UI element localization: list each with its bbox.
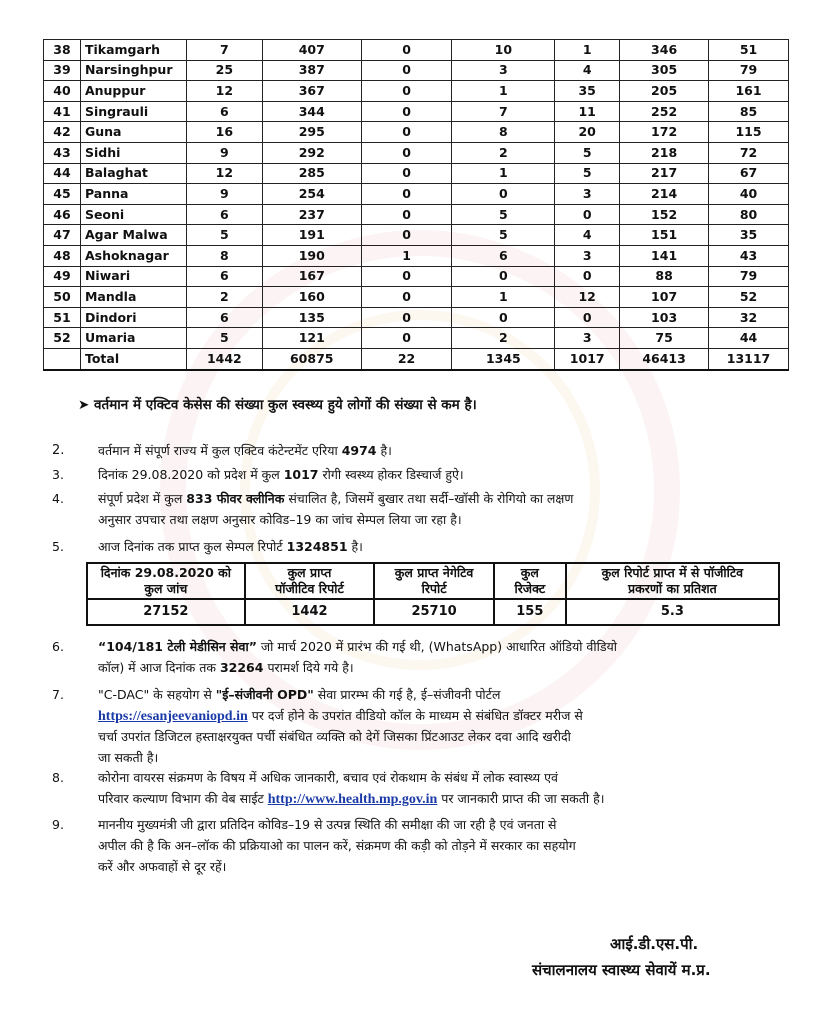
point-9-line-1: माननीय मुख्यमंत्री जी द्वारा प्रतिदिन कोविड–19 से उत्पन्न स्थिति की समीक्षा की जा रही है एवं जनता से xyxy=(98,817,557,832)
value-cell: 214 xyxy=(620,184,709,205)
header-negative-reports: कुल प्राप्त नेगेटिव रिपोर्ट xyxy=(374,563,494,599)
district-name-cell: Sidhi xyxy=(80,142,186,163)
value-cell: 205 xyxy=(620,81,709,102)
district-name-cell: Niwari xyxy=(80,266,186,287)
value-cell: 0 xyxy=(361,142,452,163)
total-value-cell: 46413 xyxy=(620,348,709,370)
value-cell: 5 xyxy=(186,225,262,246)
value-cell: 151 xyxy=(620,225,709,246)
sample-report-table xyxy=(86,562,780,626)
serial-number-cell: 42 xyxy=(44,122,81,143)
value-rejected: 155 xyxy=(494,599,566,625)
value-cell: 0 xyxy=(361,81,452,102)
header-positive-reports: कुल प्राप्त पॉजीटिव रिपोर्ट xyxy=(245,563,375,599)
value-cell: 1 xyxy=(452,81,555,102)
sample-table-value-row xyxy=(87,599,779,625)
serial-number-cell: 47 xyxy=(44,225,81,246)
value-cell: 0 xyxy=(452,307,555,328)
value-cell: 7 xyxy=(452,101,555,122)
district-name-cell: Umaria xyxy=(80,328,186,349)
value-cell: 16 xyxy=(186,122,262,143)
serial-number-cell: 51 xyxy=(44,307,81,328)
district-name-cell: Seoni xyxy=(80,204,186,225)
value-cell: 1 xyxy=(452,287,555,308)
table-row xyxy=(44,60,789,81)
value-cell: 135 xyxy=(262,307,361,328)
value-cell: 115 xyxy=(709,122,789,143)
table-row xyxy=(44,142,789,163)
value-cell: 43 xyxy=(709,245,789,266)
value-cell: 5 xyxy=(555,163,620,184)
point-6-line-1: “104/181 टेली मेडीसिन सेवा” जो मार्च 2020 में प्रारंभ की गई थी, (WhatsApp) आधारित ऑडियो वीडियो xyxy=(98,639,618,654)
point-6-line-2: कॉल) में आज दिनांक तक 32264 परामर्श दिये गये है। xyxy=(98,660,354,675)
value-cell: 79 xyxy=(709,60,789,81)
serial-number-cell: 48 xyxy=(44,245,81,266)
value-cell: 52 xyxy=(709,287,789,308)
serial-number-cell: 50 xyxy=(44,287,81,308)
district-table xyxy=(43,39,789,371)
serial-number-cell: 41 xyxy=(44,101,81,122)
value-cell: 85 xyxy=(709,101,789,122)
signature-line-2: संचालनालय स्वास्थ्य सेवायें म.प्र. xyxy=(532,961,711,979)
signature-line-1: आई.डी.एस.पी. xyxy=(610,935,699,953)
point-8-line-1: कोरोना वायरस संक्रमण के विषय में अधिक जानकारी, बचाव एवं रोकथाम के संबंध में लोक स्वास्थ्य एवं xyxy=(98,770,558,785)
value-cell: 0 xyxy=(361,101,452,122)
point-7-line-1: "C-DAC" के सहयोग से "ई–संजीवनी OPD" सेवा प्रारम्भ की गई है, ई–संजीवनी पोर्टल xyxy=(98,687,501,702)
value-cell: 11 xyxy=(555,101,620,122)
value-cell: 0 xyxy=(361,225,452,246)
district-name-cell: Mandla xyxy=(80,287,186,308)
value-cell: 6 xyxy=(186,266,262,287)
value-cell: 1 xyxy=(361,245,452,266)
value-cell: 141 xyxy=(620,245,709,266)
serial-number-cell: 40 xyxy=(44,81,81,102)
point-7-line-2: https://esanjeevaniopd.in पर दर्ज होने के उपरांत वीडियो कॉल के माध्यम से संबंधित डॉक्टर मरीज से xyxy=(98,708,583,724)
value-total-tests: 27152 xyxy=(87,599,245,625)
value-cell: 160 xyxy=(262,287,361,308)
value-cell: 12 xyxy=(186,163,262,184)
value-cell: 6 xyxy=(452,245,555,266)
point-7-number: 7. xyxy=(52,687,64,702)
serial-number-cell: 49 xyxy=(44,266,81,287)
table-row xyxy=(44,328,789,349)
point-4-line-1: संपूर्ण प्रदेश में कुल 833 फीवर क्लीनिक संचालित है, जिसमें बुखार तथा सर्दी–खॉसी के रोगियो का लक्षण xyxy=(98,491,574,506)
district-name-cell: Tikamgarh xyxy=(80,40,186,61)
value-cell: 5 xyxy=(555,142,620,163)
value-cell: 6 xyxy=(186,204,262,225)
district-name-cell: Balaghat xyxy=(80,163,186,184)
value-cell: 7 xyxy=(186,40,262,61)
header-rejected: कुल रिजेक्ट xyxy=(494,563,566,599)
value-negative-reports: 25710 xyxy=(374,599,494,625)
table-row xyxy=(44,81,789,102)
value-cell: 0 xyxy=(361,184,452,205)
serial-number-cell: 45 xyxy=(44,184,81,205)
value-cell: 6 xyxy=(186,101,262,122)
header-positive-percent: कुल रिपोर्ट प्राप्त में से पॉजीटिव प्रकरणों का प्रतिशत xyxy=(566,563,779,599)
value-cell: 3 xyxy=(555,184,620,205)
point-3-number: 3. xyxy=(52,467,64,482)
value-cell: 107 xyxy=(620,287,709,308)
value-cell: 0 xyxy=(361,122,452,143)
value-cell: 9 xyxy=(186,184,262,205)
value-cell: 0 xyxy=(361,60,452,81)
serial-number-cell: 38 xyxy=(44,40,81,61)
value-cell: 4 xyxy=(555,225,620,246)
value-cell: 0 xyxy=(361,204,452,225)
value-positive-percent: 5.3 xyxy=(566,599,779,625)
value-cell: 12 xyxy=(186,81,262,102)
value-cell: 161 xyxy=(709,81,789,102)
table-row xyxy=(44,122,789,143)
value-cell: 344 xyxy=(262,101,361,122)
value-cell: 67 xyxy=(709,163,789,184)
table-row xyxy=(44,307,789,328)
value-cell: 2 xyxy=(452,328,555,349)
value-cell: 5 xyxy=(186,328,262,349)
value-cell: 79 xyxy=(709,266,789,287)
value-cell: 0 xyxy=(452,266,555,287)
point-9-line-2: अपील की है कि अन–लॉक की प्रक्रियाओ का पालन करें, संक्रमण की कड़ी को तोड़ने में सरकार का सहयोग xyxy=(98,838,576,853)
value-cell: 0 xyxy=(555,307,620,328)
value-cell: 0 xyxy=(555,204,620,225)
point-7-line-3: चर्चा उपरांत डिजिटल हस्ताक्षरयुक्त पर्ची संबंधित व्यक्ति को देगें जिसका प्रिंटआउट लेकर दवा आदि खरीदी xyxy=(98,729,571,744)
value-cell: 152 xyxy=(620,204,709,225)
total-value-cell: 1442 xyxy=(186,348,262,370)
value-cell: 0 xyxy=(361,266,452,287)
point-8-line-2: परिवार कल्याण विभाग की वेब साईट http://www.health.mp.gov.in पर जानकारी प्राप्त की जा सकती है। xyxy=(98,791,605,807)
sample-table-header-row xyxy=(87,563,779,599)
value-cell: 2 xyxy=(452,142,555,163)
value-cell: 8 xyxy=(186,245,262,266)
serial-number-cell: 39 xyxy=(44,60,81,81)
table-row xyxy=(44,225,789,246)
value-cell: 0 xyxy=(361,328,452,349)
total-value-cell: 22 xyxy=(361,348,452,370)
value-cell: 8 xyxy=(452,122,555,143)
value-cell: 0 xyxy=(361,163,452,184)
value-cell: 35 xyxy=(709,225,789,246)
value-cell: 3 xyxy=(555,328,620,349)
point-9-number: 9. xyxy=(52,817,64,832)
point-2-text: वर्तमान में संपूर्ण राज्य में कुल एक्टिव कंटेन्टमेंट एरिया 4974 है। xyxy=(98,443,392,458)
point-2-number: 2. xyxy=(52,443,65,458)
value-cell: 0 xyxy=(555,266,620,287)
point-4-number: 4. xyxy=(52,491,64,506)
header-total-tests: दिनांक 29.08.2020 को कुल जांच xyxy=(87,563,245,599)
table-row xyxy=(44,101,789,122)
value-cell: 121 xyxy=(262,328,361,349)
value-cell: 4 xyxy=(555,60,620,81)
district-name-cell: Singrauli xyxy=(80,101,186,122)
serial-number-cell: 46 xyxy=(44,204,81,225)
total-value-cell: 13117 xyxy=(709,348,789,370)
point-6-number: 6. xyxy=(52,639,64,654)
value-cell: 2 xyxy=(186,287,262,308)
value-cell: 0 xyxy=(361,307,452,328)
value-cell: 0 xyxy=(361,287,452,308)
district-name-cell: Agar Malwa xyxy=(80,225,186,246)
district-name-cell: Anuppur xyxy=(80,81,186,102)
value-cell: 6 xyxy=(186,307,262,328)
value-cell: 72 xyxy=(709,142,789,163)
serial-number-cell: 44 xyxy=(44,163,81,184)
value-cell: 32 xyxy=(709,307,789,328)
value-cell: 10 xyxy=(452,40,555,61)
value-cell: 80 xyxy=(709,204,789,225)
value-cell: 292 xyxy=(262,142,361,163)
district-name-cell: Panna xyxy=(80,184,186,205)
esanjeevani-link[interactable]: https://esanjeevaniopd.in xyxy=(98,709,248,724)
value-cell: 367 xyxy=(262,81,361,102)
serial-number-cell: 43 xyxy=(44,142,81,163)
district-table-body xyxy=(44,40,789,370)
value-cell: 387 xyxy=(262,60,361,81)
value-cell: 5 xyxy=(452,225,555,246)
value-cell: 40 xyxy=(709,184,789,205)
value-cell: 167 xyxy=(262,266,361,287)
value-cell: 217 xyxy=(620,163,709,184)
value-cell: 103 xyxy=(620,307,709,328)
point-5-text: आज दिनांक तक प्राप्त कुल सेम्पल रिपोर्ट 1324851 है। xyxy=(98,539,363,554)
value-cell: 20 xyxy=(555,122,620,143)
value-cell: 51 xyxy=(709,40,789,61)
value-cell: 1 xyxy=(452,163,555,184)
value-cell: 5 xyxy=(452,204,555,225)
value-cell: 0 xyxy=(361,40,452,61)
table-row xyxy=(44,245,789,266)
value-cell: 346 xyxy=(620,40,709,61)
value-cell: 191 xyxy=(262,225,361,246)
value-cell: 3 xyxy=(452,60,555,81)
value-cell: 407 xyxy=(262,40,361,61)
value-cell: 237 xyxy=(262,204,361,225)
table-row xyxy=(44,184,789,205)
value-cell: 1 xyxy=(555,40,620,61)
district-name-cell: Narsinghpur xyxy=(80,60,186,81)
district-name-cell: Dindori xyxy=(80,307,186,328)
value-cell: 12 xyxy=(555,287,620,308)
active-cases-note: ➤ वर्तमान में एक्टिव केसेस की संख्या कुल स्वस्थ्य हुये लोगों की संख्या से कम है। xyxy=(78,397,477,413)
serial-number-cell: 52 xyxy=(44,328,81,349)
value-cell: 252 xyxy=(620,101,709,122)
total-value-cell: 60875 xyxy=(262,348,361,370)
value-cell: 190 xyxy=(262,245,361,266)
table-row xyxy=(44,163,789,184)
value-cell: 172 xyxy=(620,122,709,143)
value-cell: 218 xyxy=(620,142,709,163)
value-cell: 44 xyxy=(709,328,789,349)
value-cell: 9 xyxy=(186,142,262,163)
value-cell: 0 xyxy=(452,184,555,205)
value-cell: 35 xyxy=(555,81,620,102)
point-5-number: 5. xyxy=(52,539,64,554)
table-row xyxy=(44,40,789,61)
table-row xyxy=(44,287,789,308)
total-row xyxy=(44,348,789,370)
point-8-number: 8. xyxy=(52,770,64,785)
table-row xyxy=(44,204,789,225)
total-value-cell: 1017 xyxy=(555,348,620,370)
table-row xyxy=(44,266,789,287)
total-value-cell: 1345 xyxy=(452,348,555,370)
district-name-cell: Ashoknagar xyxy=(80,245,186,266)
value-cell: 3 xyxy=(555,245,620,266)
value-cell: 295 xyxy=(262,122,361,143)
value-cell: 285 xyxy=(262,163,361,184)
district-name-cell: Guna xyxy=(80,122,186,143)
value-cell: 25 xyxy=(186,60,262,81)
total-empty-cell xyxy=(44,348,81,370)
point-4-line-2: अनुसार उपचार तथा लक्षण अनुसार कोविड–19 का जांच सेम्पल लिया जा रहा है। xyxy=(98,512,462,527)
point-9-line-3: करें और अफवाहों से दूर रहें। xyxy=(98,859,227,874)
value-cell: 254 xyxy=(262,184,361,205)
value-cell: 88 xyxy=(620,266,709,287)
point-3-text: दिनांक 29.08.2020 को प्रदेश में कुल 1017 रोगी स्वस्थ्य होकर डिस्चार्ज हुऐ। xyxy=(98,467,464,482)
value-cell: 305 xyxy=(620,60,709,81)
value-positive-reports: 1442 xyxy=(245,599,375,625)
point-7-line-4: जा सकती है। xyxy=(98,750,159,765)
value-cell: 75 xyxy=(620,328,709,349)
health-mp-link[interactable]: http://www.health.mp.gov.in xyxy=(267,792,438,807)
total-label-cell: Total xyxy=(80,348,186,370)
